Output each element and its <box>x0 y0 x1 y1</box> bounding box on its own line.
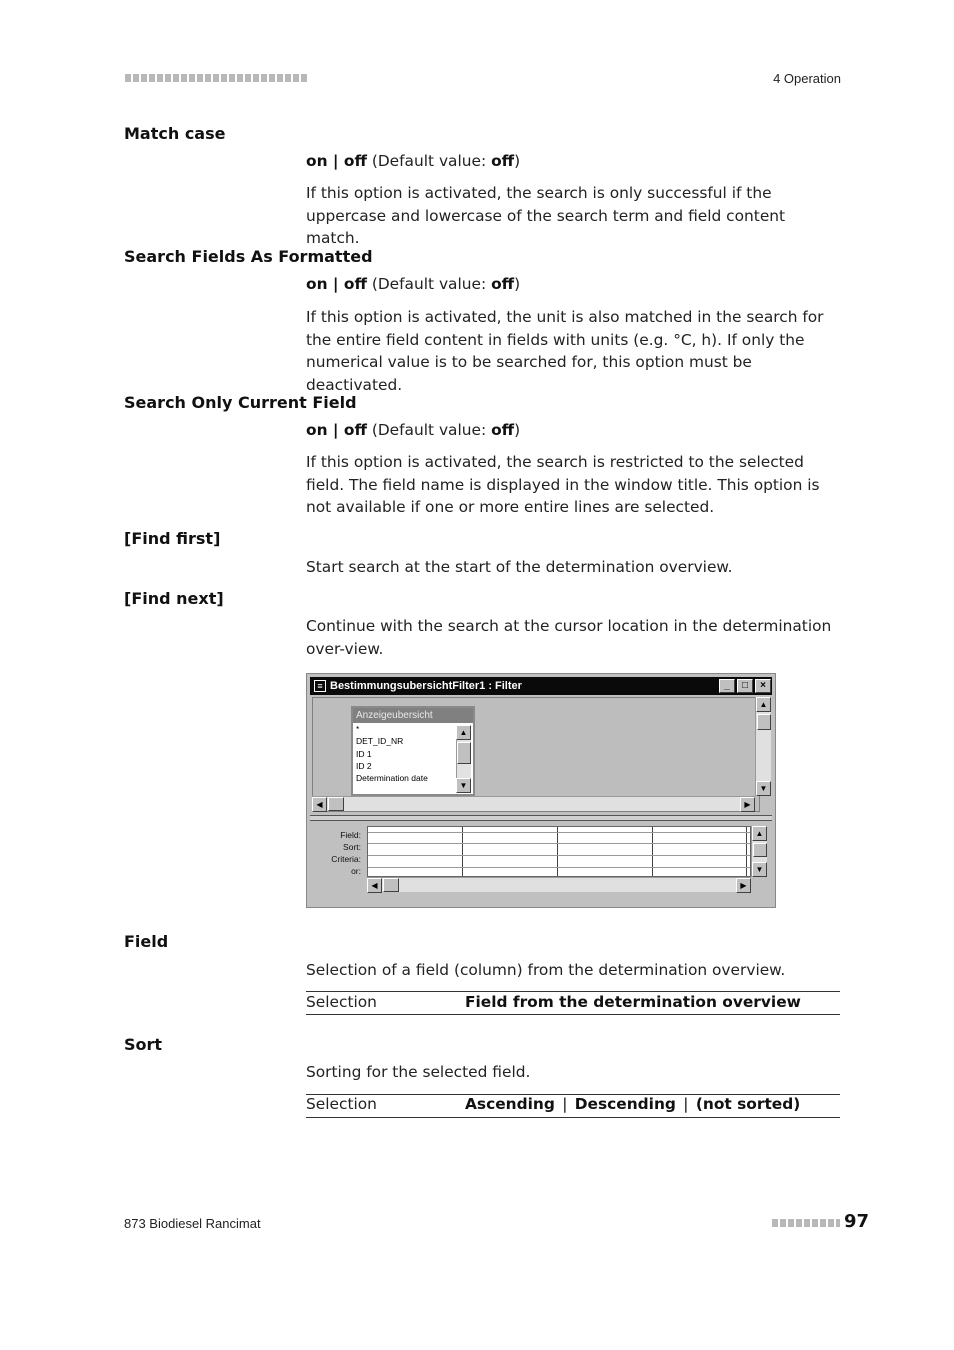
scroll-left-icon[interactable]: ◀ <box>312 797 327 812</box>
grid-label-sort: Sort: <box>343 842 361 852</box>
term-field: Field <box>124 932 169 951</box>
term-find-next: [Find next] <box>124 589 224 608</box>
grid-horizontal-scrollbar[interactable] <box>367 877 751 892</box>
scroll-thumb[interactable] <box>457 742 471 764</box>
page-number: 97 <box>844 1211 870 1232</box>
table-rule <box>306 1014 840 1015</box>
desc-search-formatted: If this option is activated, the unit is also matched in the search for the entire field content in fields with units (e.g. °C, h). If only the numerical value is to be searched for, this option must be deactivated. <box>306 308 824 394</box>
grid-label-criteria: Criteria: <box>331 854 361 864</box>
desc-find-next: Continue with the search at the cursor location in the determination over-view. <box>306 617 832 658</box>
scroll-right-icon[interactable]: ▶ <box>740 797 755 812</box>
options-match-case: on | off (Default value: off) <box>306 152 521 170</box>
desc-search-current: If this option is activated, the search is restricted to the selected field. The field name is displayed in the window title. This option is not available if one or more entire lines are selected. <box>306 453 820 516</box>
grid-column-divider <box>462 827 463 876</box>
term-match-case: Match case <box>124 124 226 143</box>
window-titlebar <box>310 677 772 695</box>
scroll-up-icon[interactable]: ▲ <box>456 725 471 740</box>
desc-match-case: If this option is activated, the search is only successful if the uppercase and lowercase of the search term and field content match. <box>306 184 786 247</box>
scroll-down-icon[interactable]: ▼ <box>756 781 771 796</box>
list-item[interactable]: DET_ID_NR <box>356 736 404 747</box>
scroll-thumb[interactable] <box>757 714 771 730</box>
desc-find-first: Start search at the start of the determination overview. <box>306 558 733 576</box>
desc-sort: Sorting for the selected field. <box>306 1063 531 1081</box>
grid-label-or: or: <box>351 866 361 876</box>
filter-window-screenshot <box>306 673 776 908</box>
grid-row-divider <box>368 867 750 868</box>
upper-horizontal-scrollbar[interactable] <box>312 796 755 811</box>
window-icon: ≡ <box>314 680 326 692</box>
window-title: BestimmungsubersichtFilter1 : Filter <box>330 680 522 692</box>
list-item[interactable]: ID 2 <box>356 760 372 771</box>
maximize-button[interactable]: □ <box>737 679 753 693</box>
desc-field: Selection of a field (column) from the determination overview. <box>306 961 786 979</box>
scroll-thumb[interactable] <box>383 878 399 892</box>
header-decoration <box>125 74 307 82</box>
table-rule <box>306 1117 840 1118</box>
chapter-title: 4 Operation <box>773 71 841 86</box>
scroll-left-icon[interactable]: ◀ <box>367 878 382 893</box>
scroll-down-icon[interactable]: ▼ <box>456 778 471 793</box>
options-search-current: on | off (Default value: off) <box>306 421 521 439</box>
criteria-grid[interactable] <box>367 826 751 877</box>
term-find-first: [Find first] <box>124 529 221 548</box>
options-search-formatted: on | off (Default value: off) <box>306 275 521 293</box>
grid-label-field: Field: <box>340 830 361 840</box>
footer-decoration <box>772 1219 840 1227</box>
grid-row-divider <box>368 855 750 856</box>
sort-selection-label: Selection <box>306 1095 377 1113</box>
term-search-formatted: Search Fields As Formatted <box>124 247 373 266</box>
scroll-up-icon[interactable]: ▲ <box>756 697 771 712</box>
list-item[interactable]: ID 1 <box>356 748 372 759</box>
list-item[interactable]: * <box>356 724 360 734</box>
grid-vertical-scrollbar[interactable] <box>751 826 767 877</box>
field-list-box[interactable] <box>351 706 475 796</box>
table-rule <box>306 991 840 992</box>
grid-column-divider <box>652 827 653 876</box>
field-selection-label: Selection <box>306 993 377 1011</box>
listbox-scrollbar[interactable] <box>456 725 471 793</box>
scroll-right-icon[interactable]: ▶ <box>736 878 751 893</box>
grid-column-divider <box>746 827 747 876</box>
list-item[interactable]: Determination date <box>356 773 428 784</box>
table-pane <box>312 697 760 812</box>
listbox-title: Anzeigeubersicht <box>353 708 473 723</box>
upper-vertical-scrollbar[interactable] <box>755 697 771 796</box>
minimize-button[interactable]: _ <box>719 679 735 693</box>
scroll-down-icon[interactable]: ▼ <box>752 862 767 877</box>
close-button[interactable]: × <box>755 679 771 693</box>
grid-row-divider <box>368 843 750 844</box>
scroll-up-icon[interactable]: ▲ <box>752 826 767 841</box>
grid-column-divider <box>557 827 558 876</box>
field-selection-value: Field from the determination overview <box>465 993 801 1011</box>
pane-splitter[interactable] <box>310 815 772 821</box>
scroll-thumb[interactable] <box>753 843 767 857</box>
sort-selection-value: Ascending | Descending | (not sorted) <box>465 1095 801 1113</box>
grid-row-divider <box>368 832 750 833</box>
scroll-thumb[interactable] <box>328 797 344 811</box>
footer-product: 873 Biodiesel Rancimat <box>124 1216 261 1231</box>
term-sort: Sort <box>124 1035 163 1054</box>
term-search-current: Search Only Current Field <box>124 393 357 412</box>
